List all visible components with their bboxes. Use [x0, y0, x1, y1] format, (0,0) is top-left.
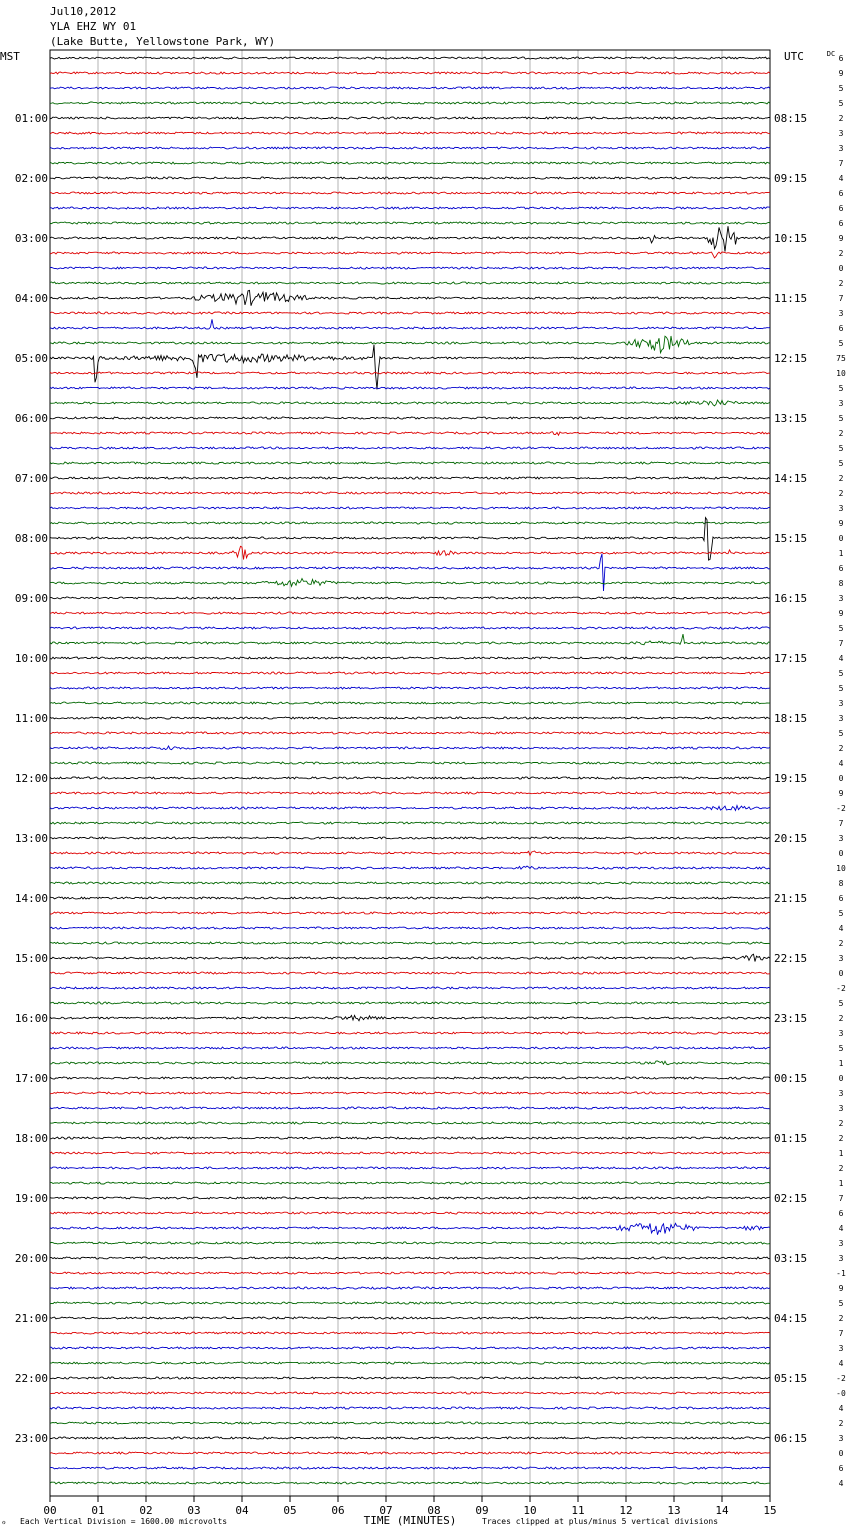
trace-1: [50, 72, 770, 74]
x-tick-label-12: 12: [619, 1504, 633, 1517]
trace-83: [50, 1302, 770, 1304]
station-label: YLA EHZ WY 01: [50, 20, 137, 33]
right-hour-label-3: 10:15: [774, 232, 808, 245]
dc-offset-67: 1: [838, 1059, 844, 1068]
x-tick-label-5: 05: [283, 1504, 297, 1517]
trace-58: [50, 927, 770, 929]
trace-43: [50, 702, 770, 704]
trace-2: [50, 87, 770, 89]
dc-offset-73: 1: [838, 1149, 844, 1158]
right-timezone-label: UTC: [784, 50, 804, 63]
trace-16: [50, 290, 770, 305]
trace-12: [50, 226, 770, 251]
dc-offset-9: 6: [838, 189, 844, 198]
left-hour-label-14: 14:00: [14, 892, 48, 905]
trace-0: [50, 57, 770, 59]
x-axis-label: TIME (MINUTES): [363, 1514, 457, 1527]
trace-32: [50, 518, 770, 561]
trace-26: [50, 447, 770, 449]
trace-46: [50, 746, 770, 750]
x-tick-label-11: 11: [571, 1504, 585, 1517]
left-hour-label-22: 22:00: [14, 1372, 48, 1385]
clip-note: Traces clipped at plus/minus 5 vertical divisions: [482, 1517, 719, 1526]
trace-21: [50, 372, 770, 374]
trace-36: [50, 597, 770, 599]
dc-offset-28: 2: [838, 474, 844, 483]
right-hour-label-12: 19:15: [774, 772, 808, 785]
trace-15: [50, 282, 770, 284]
dc-offset-90: 4: [838, 1404, 844, 1413]
dc-offset-83: 5: [838, 1299, 844, 1308]
dc-offset-80: 3: [838, 1254, 844, 1263]
dc-offset-91: 2: [838, 1419, 844, 1428]
x-tick-label-15: 15: [763, 1504, 777, 1517]
dc-offset-25: 2: [838, 429, 844, 438]
trace-18: [50, 319, 770, 329]
dc-offset-35: 8: [838, 579, 844, 588]
left-hour-label-10: 10:00: [14, 652, 48, 665]
dc-offset-12: 9: [838, 234, 844, 243]
trace-50: [50, 806, 770, 811]
trace-65: [50, 1032, 770, 1034]
trace-19: [50, 336, 770, 353]
trace-61: [50, 972, 770, 974]
dc-offset-37: 9: [838, 609, 844, 618]
dc-offset-2: 5: [838, 84, 844, 93]
dc-offset-68: 0: [838, 1074, 844, 1083]
trace-57: [50, 912, 770, 914]
x-tick-label-0: 00: [43, 1504, 57, 1517]
trace-42: [50, 687, 770, 689]
dc-offset-65: 3: [838, 1029, 844, 1038]
dc-offset-27: 5: [838, 459, 844, 468]
dc-offset-43: 3: [838, 699, 844, 708]
x-tick-label-4: 04: [235, 1504, 249, 1517]
left-timezone-label: MST: [0, 50, 20, 63]
trace-77: [50, 1212, 770, 1214]
dc-offset-62: -2: [836, 984, 846, 993]
trace-20: [50, 345, 770, 390]
right-hour-label-20: 03:15: [774, 1252, 808, 1265]
dc-offset-8: 4: [838, 174, 844, 183]
dc-offset-18: 6: [838, 324, 844, 333]
trace-73: [50, 1152, 770, 1154]
dc-offset-50: -2: [836, 804, 846, 813]
trace-48: [50, 777, 770, 779]
right-hour-label-6: 13:15: [774, 412, 808, 425]
left-hour-label-16: 16:00: [14, 1012, 48, 1025]
x-tick-label-7: 07: [379, 1504, 393, 1517]
dc-offset-44: 3: [838, 714, 844, 723]
trace-29: [50, 492, 770, 494]
x-tick-label-6: 06: [331, 1504, 345, 1517]
dc-offset-19: 5: [838, 339, 844, 348]
right-hour-label-23: 06:15: [774, 1432, 808, 1445]
dc-offset-88: -2: [836, 1374, 846, 1383]
right-hour-label-5: 12:15: [774, 352, 808, 365]
left-hour-label-1: 01:00: [14, 112, 48, 125]
trace-7: [50, 162, 770, 164]
trace-45: [50, 732, 770, 734]
dc-offset-55: 8: [838, 879, 844, 888]
trace-94: [50, 1467, 770, 1469]
right-hour-label-10: 17:15: [774, 652, 808, 665]
trace-44: [50, 717, 770, 719]
trace-9: [50, 192, 770, 194]
trace-14: [50, 267, 770, 269]
dc-offset-86: 3: [838, 1344, 844, 1353]
x-tick-label-8: 08: [427, 1504, 441, 1517]
trace-69: [50, 1092, 770, 1094]
dc-offset-48: 0: [838, 774, 844, 783]
dc-offset-21: 10: [836, 369, 846, 378]
left-hour-label-23: 23:00: [14, 1432, 48, 1445]
dc-offset-87: 4: [838, 1359, 844, 1368]
right-hour-label-9: 16:15: [774, 592, 808, 605]
dc-offset-66: 5: [838, 1044, 844, 1053]
trace-81: [50, 1272, 770, 1274]
dc-offset-69: 3: [838, 1089, 844, 1098]
dc-offset-14: 0: [838, 264, 844, 273]
right-hour-label-18: 01:15: [774, 1132, 808, 1145]
dc-offset-81: -1: [836, 1269, 846, 1278]
dc-offset-17: 3: [838, 309, 844, 318]
dc-offset-72: 2: [838, 1134, 844, 1143]
x-tick-label-9: 09: [475, 1504, 489, 1517]
trace-76: [50, 1197, 770, 1199]
dc-offset-70: 3: [838, 1104, 844, 1113]
dc-offset-57: 5: [838, 909, 844, 918]
trace-88: [50, 1377, 770, 1379]
date-label: Jul10,2012: [50, 5, 117, 18]
left-hour-label-8: 08:00: [14, 532, 48, 545]
dc-offset-59: 2: [838, 939, 844, 948]
dc-offset-64: 2: [838, 1014, 844, 1023]
dc-offset-51: 7: [838, 819, 844, 828]
dc-offset-49: 9: [838, 789, 844, 798]
left-hour-label-18: 18:00: [14, 1132, 48, 1145]
trace-86: [50, 1347, 770, 1349]
trace-74: [50, 1167, 770, 1169]
dc-offset-38: 5: [838, 624, 844, 633]
dc-offset-15: 2: [838, 279, 844, 288]
trace-34: [50, 554, 770, 591]
left-hour-label-17: 17:00: [14, 1072, 48, 1085]
trace-25: [50, 432, 770, 436]
trace-80: [50, 1257, 770, 1259]
dc-offset-77: 6: [838, 1209, 844, 1218]
trace-37: [50, 612, 770, 614]
dc-offset-20: 75: [836, 354, 846, 363]
left-hour-label-7: 07:00: [14, 472, 48, 485]
trace-91: [50, 1422, 770, 1424]
dc-offset-56: 6: [838, 894, 844, 903]
left-hour-label-3: 03:00: [14, 232, 48, 245]
trace-24: [50, 417, 770, 419]
dc-offset-24: 5: [838, 414, 844, 423]
right-hour-label-15: 22:15: [774, 952, 808, 965]
dc-offset-82: 9: [838, 1284, 844, 1293]
right-hour-label-17: 00:15: [774, 1072, 808, 1085]
x-tick-label-2: 02: [139, 1504, 153, 1517]
trace-84: [50, 1317, 770, 1319]
trace-30: [50, 507, 770, 509]
dc-offset-22: 5: [838, 384, 844, 393]
trace-85: [50, 1332, 770, 1334]
right-hour-label-21: 04:15: [774, 1312, 808, 1325]
trace-49: [50, 792, 770, 794]
dc-offset-7: 7: [838, 159, 844, 168]
trace-55: [50, 882, 770, 884]
dc-offset-13: 2: [838, 249, 844, 258]
dc-offset-23: 3: [838, 399, 844, 408]
left-hour-label-12: 12:00: [14, 772, 48, 785]
left-hour-label-2: 02:00: [14, 172, 48, 185]
left-hour-label-11: 11:00: [14, 712, 48, 725]
dc-offset-42: 5: [838, 684, 844, 693]
trace-62: [50, 987, 770, 989]
dc-offset-33: 1: [838, 549, 844, 558]
right-hour-label-7: 14:15: [774, 472, 808, 485]
labels: [0, 50, 846, 1527]
dc-offset-74: 2: [838, 1164, 844, 1173]
trace-22: [50, 387, 770, 389]
x-tick-label-10: 10: [523, 1504, 537, 1517]
dc-offset-1: 9: [838, 69, 844, 78]
dc-offset-41: 5: [838, 669, 844, 678]
trace-3: [50, 102, 770, 104]
dc-offset-11: 6: [838, 219, 844, 228]
dc-offset-54: 10: [836, 864, 846, 873]
dc-offset-36: 3: [838, 594, 844, 603]
left-hour-label-9: 09:00: [14, 592, 48, 605]
dc-offset-46: 2: [838, 744, 844, 753]
dc-offset-75: 1: [838, 1179, 844, 1188]
trace-66: [50, 1047, 770, 1049]
trace-47: [50, 762, 770, 764]
dc-offset-16: 7: [838, 294, 844, 303]
trace-23: [50, 400, 770, 406]
right-hour-label-8: 15:15: [774, 532, 808, 545]
trace-70: [50, 1107, 770, 1109]
trace-28: [50, 477, 770, 479]
trace-35: [50, 579, 770, 587]
dc-offset-5: 3: [838, 129, 844, 138]
trace-59: [50, 942, 770, 944]
dc-offset-30: 3: [838, 504, 844, 513]
trace-31: [50, 522, 770, 524]
trace-53: [50, 851, 770, 855]
dc-offset-26: 5: [838, 444, 844, 453]
x-tick-label-14: 14: [715, 1504, 729, 1517]
dc-offset-4: 2: [838, 114, 844, 123]
right-hour-label-2: 09:15: [774, 172, 808, 185]
left-hour-label-4: 04:00: [14, 292, 48, 305]
right-hour-label-1: 08:15: [774, 112, 808, 125]
left-hour-label-19: 19:00: [14, 1192, 48, 1205]
dc-offset-3: 5: [838, 99, 844, 108]
trace-8: [50, 177, 770, 179]
left-hour-label-20: 20:00: [14, 1252, 48, 1265]
dc-header-label: DC: [826, 50, 836, 58]
dc-offset-0: 6: [838, 54, 844, 63]
trace-89: [50, 1392, 770, 1394]
dc-offset-6: 3: [838, 144, 844, 153]
dc-offset-60: 3: [838, 954, 844, 963]
trace-68: [50, 1077, 770, 1079]
trace-4: [50, 117, 770, 119]
trace-38: [50, 627, 770, 629]
dc-offset-76: 7: [838, 1194, 844, 1203]
left-hour-label-6: 06:00: [14, 412, 48, 425]
left-hour-label-13: 13:00: [14, 832, 48, 845]
trace-92: [50, 1437, 770, 1439]
trace-39: [50, 634, 770, 645]
dc-offset-63: 5: [838, 999, 844, 1008]
trace-40: [50, 657, 770, 659]
location-label: (Lake Butte, Yellowstone Park, WY): [50, 35, 276, 48]
right-hour-label-13: 20:15: [774, 832, 808, 845]
dc-offset-53: 0: [838, 849, 844, 858]
dc-offset-39: 7: [838, 639, 844, 648]
dc-offset-84: 2: [838, 1314, 844, 1323]
trace-27: [50, 462, 770, 464]
trace-78: [50, 1223, 770, 1234]
right-hour-label-22: 05:15: [774, 1372, 808, 1385]
dc-offset-10: 6: [838, 204, 844, 213]
trace-56: [50, 897, 770, 899]
dc-offset-92: 3: [838, 1434, 844, 1443]
dc-offset-95: 4: [838, 1479, 844, 1488]
right-hour-label-11: 18:15: [774, 712, 808, 725]
trace-13: [50, 252, 770, 258]
dc-offset-32: 0: [838, 534, 844, 543]
dc-offset-61: 0: [838, 969, 844, 978]
left-hour-label-5: 05:00: [14, 352, 48, 365]
trace-90: [50, 1407, 770, 1409]
scale-note: Each Vertical Division = 1600.00 microvolts: [20, 1517, 228, 1526]
corner-mark: ℴ: [2, 1517, 6, 1526]
dc-offset-71: 2: [838, 1119, 844, 1128]
trace-51: [50, 822, 770, 824]
traces: [50, 57, 770, 1484]
dc-offset-52: 3: [838, 834, 844, 843]
dc-offset-89: -0: [836, 1389, 846, 1398]
dc-offset-40: 4: [838, 654, 844, 663]
trace-6: [50, 147, 770, 149]
trace-41: [50, 672, 770, 674]
dc-offset-94: 6: [838, 1464, 844, 1473]
left-hour-label-15: 15:00: [14, 952, 48, 965]
trace-64: [50, 1015, 770, 1020]
trace-79: [50, 1242, 770, 1244]
dc-offset-47: 4: [838, 759, 844, 768]
trace-63: [50, 1002, 770, 1004]
dc-offset-45: 5: [838, 729, 844, 738]
right-hour-label-4: 11:15: [774, 292, 808, 305]
trace-87: [50, 1362, 770, 1364]
trace-52: [50, 837, 770, 839]
right-hour-label-16: 23:15: [774, 1012, 808, 1025]
trace-54: [50, 866, 770, 869]
dc-offset-58: 4: [838, 924, 844, 933]
trace-10: [50, 207, 770, 209]
right-hour-label-14: 21:15: [774, 892, 808, 905]
dc-offset-34: 6: [838, 564, 844, 573]
x-tick-label-1: 01: [91, 1504, 105, 1517]
dc-offset-29: 2: [838, 489, 844, 498]
trace-60: [50, 954, 770, 961]
trace-17: [50, 312, 770, 314]
trace-72: [50, 1137, 770, 1139]
trace-67: [50, 1061, 770, 1065]
x-tick-label-3: 03: [187, 1504, 201, 1517]
trace-5: [50, 132, 770, 134]
dc-offset-85: 7: [838, 1329, 844, 1338]
dc-offset-79: 3: [838, 1239, 844, 1248]
right-hour-label-19: 02:15: [774, 1192, 808, 1205]
left-hour-label-21: 21:00: [14, 1312, 48, 1325]
trace-71: [50, 1122, 770, 1124]
trace-82: [50, 1287, 770, 1289]
dc-offset-93: 0: [838, 1449, 844, 1458]
trace-93: [50, 1452, 770, 1454]
trace-75: [50, 1182, 770, 1184]
dc-offset-31: 9: [838, 519, 844, 528]
trace-11: [50, 222, 770, 224]
trace-95: [50, 1482, 770, 1484]
trace-33: [50, 546, 770, 559]
x-tick-label-13: 13: [667, 1504, 681, 1517]
dc-offset-78: 4: [838, 1224, 844, 1233]
